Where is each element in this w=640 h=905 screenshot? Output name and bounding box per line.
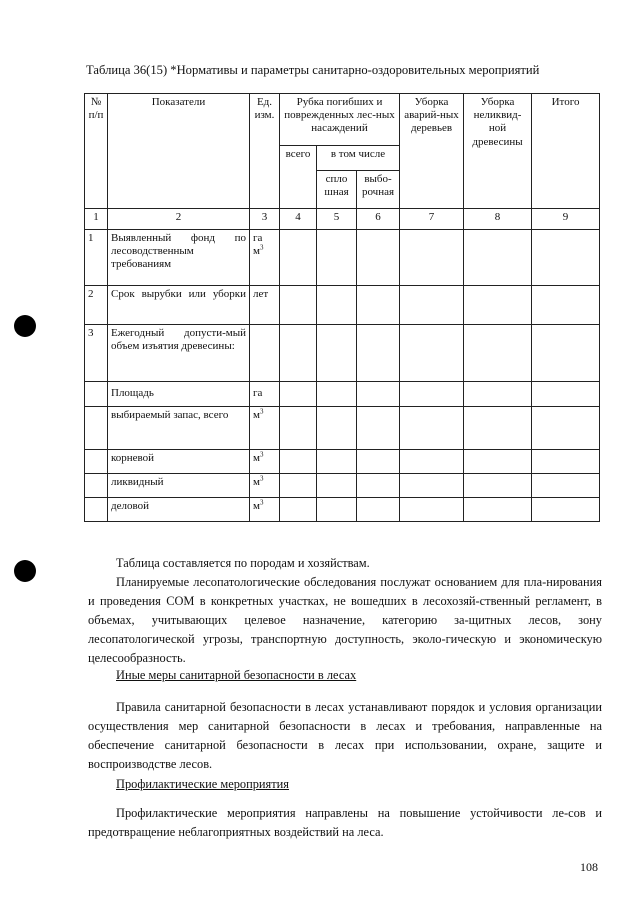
- table-note: Таблица составляется по породам и хозяйствам.: [116, 556, 370, 570]
- section-prevention-body: [88, 804, 602, 842]
- col-number: 1: [85, 209, 108, 230]
- table-row: [85, 325, 600, 382]
- header-indicator: Показатели: [108, 94, 250, 209]
- header-total: всего: [280, 146, 317, 209]
- table-row: [85, 498, 600, 522]
- col-number: 8: [464, 209, 532, 230]
- row-num: [85, 450, 108, 474]
- row-label: Выявленный фонд по лесоводственным требованиям: [108, 230, 250, 286]
- row-num: 2: [85, 286, 108, 325]
- header-clear: спло шная: [317, 171, 357, 209]
- table-row: [85, 230, 600, 286]
- table-row: [85, 407, 600, 450]
- col-number: 4: [280, 209, 317, 230]
- table-row: [85, 286, 600, 325]
- row-num: [85, 382, 108, 407]
- table-row: [85, 474, 600, 498]
- row-unit: [250, 325, 280, 382]
- header-including: в том числе: [317, 146, 400, 171]
- body-text: [88, 554, 602, 668]
- col-number: 5: [317, 209, 357, 230]
- row-unit: $м^3$: [250, 498, 280, 522]
- row-label: корневой: [108, 450, 250, 474]
- table-row: [85, 382, 600, 407]
- row-label: Срок вырубки или уборки: [108, 286, 250, 325]
- paragraph-prevention: Профилактические мероприятия направлены на повышение устойчивости ле-сов и предотвращение неблагоприятных воздействий на леса.: [88, 806, 602, 839]
- binder-hole-bottom: [14, 560, 36, 582]
- row-num: [85, 498, 108, 522]
- header-selective: выбо-рочная: [357, 171, 400, 209]
- row-label: ликвидный: [108, 474, 250, 498]
- section-sanitary-body: [88, 698, 602, 774]
- row-label: выбираемый запас, всего: [108, 407, 250, 450]
- section-heading-prevention: Профилактические мероприятия: [116, 777, 290, 791]
- paragraph-sanitary-rules: Правила санитарной безопасности в лесах устанавливают порядок и условия организации осуществления мер санитарной безопасности в лесах и требования, направленные на обеспечение санитарной безопасности в лесах при использовании, охране, защите и воспроизводстве лесов.: [88, 700, 602, 771]
- col-number: 9: [532, 209, 600, 230]
- row-label: Площадь: [108, 382, 250, 407]
- col-number: 6: [357, 209, 400, 230]
- header-sum: Итого: [532, 94, 600, 209]
- section-heading-sanitary: Иные меры санитарной безопасности в лесах: [116, 668, 357, 682]
- row-label: деловой: [108, 498, 250, 522]
- section-sanitary: [88, 666, 602, 685]
- row-num: 1: [85, 230, 108, 286]
- header-unit: Ед. изм.: [250, 94, 280, 209]
- table-caption: Таблица 36(15) *Нормативы и параметры санитарно-оздоровительных мероприятий: [86, 63, 540, 77]
- header-nonliquid: Уборка неликвид-ной древесины: [464, 94, 532, 209]
- header-felling: Рубка погибших и поврежденных лес-ных насаждений: [280, 94, 400, 146]
- row-label: Ежегодный допусти-мый объем изъятия древесины:: [108, 325, 250, 382]
- row-unit: $м^3$: [250, 450, 280, 474]
- binder-hole-top: [14, 315, 36, 337]
- row-unit: лет: [250, 286, 280, 325]
- row-unit: $м^3$: [250, 474, 280, 498]
- page-number: 108: [580, 860, 598, 874]
- row-num: 3: [85, 325, 108, 382]
- paragraph-surveys: Планируемые лесопатологические обследования послужат основанием для пла-нирования и проведения СОМ в конкретных участках, не вошедших в лесохозяй-ственный регламент, в объемах, учитывающих целевое назначение, категорию за-щитных лесов, зону лесопатологической угрозы, транспортную доступность, эколо-гическую и экономическую целесообразность.: [88, 575, 602, 665]
- col-number: 2: [108, 209, 250, 230]
- row-unit: $м^3$: [250, 407, 280, 450]
- row-num: [85, 407, 108, 450]
- row-num: [85, 474, 108, 498]
- section-prevention: [88, 775, 602, 794]
- row-unit: га: [250, 382, 280, 407]
- col-number: 3: [250, 209, 280, 230]
- table-row: [85, 450, 600, 474]
- header-emergency: Уборка аварий-ных деревьев: [400, 94, 464, 209]
- column-number-row: [85, 209, 600, 230]
- col-number: 7: [400, 209, 464, 230]
- header-num: № п/п: [85, 94, 108, 209]
- norms-table: [84, 93, 600, 522]
- row-unit: га $м^3$: [250, 230, 280, 286]
